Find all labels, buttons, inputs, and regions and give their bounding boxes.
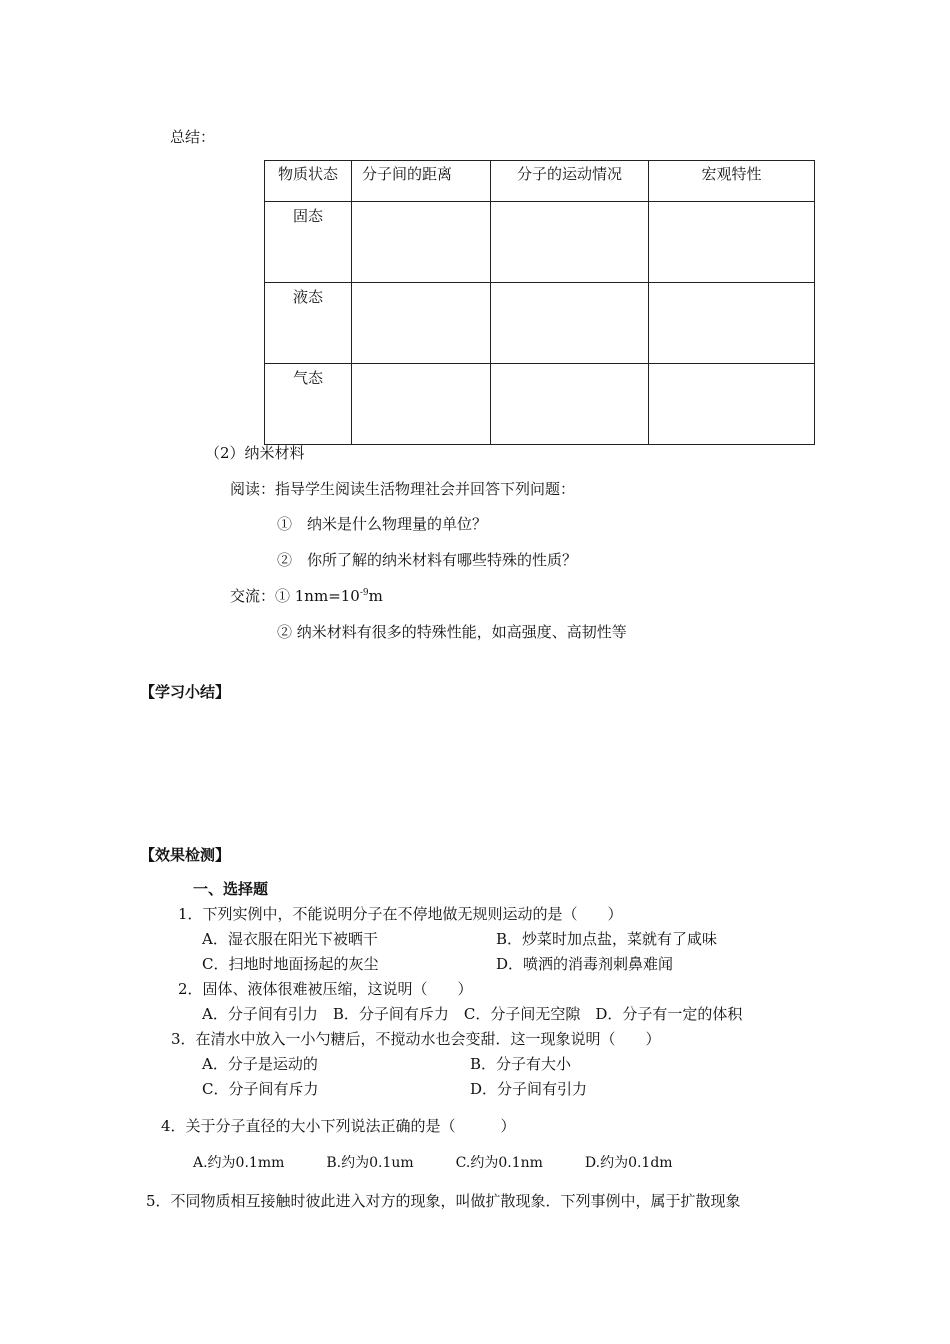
section-heading: 一、选择题 — [193, 880, 269, 898]
question-2-options: A．分子间有引力 B．分子间有斥力 C．分子间无空隙 D．分子有一定的体积 — [202, 1005, 743, 1023]
question-4-stem: 4．关于分子直径的大小下列说法正确的是（ ） — [161, 1117, 516, 1135]
question-1-option-d: D．喷洒的消毒剂刺鼻难闻 — [496, 955, 674, 973]
nano-question-1: ① 纳米是什么物理量的单位？ — [277, 515, 488, 533]
question-4-options: A.约为0.1mm B.约为0.1um C.约为0.1nm D.约为0.1dm — [193, 1155, 673, 1171]
question-3-option-d: D．分子间有引力 — [470, 1080, 588, 1098]
header-distance: 分子间的距离 — [352, 161, 491, 202]
table-cell — [649, 202, 815, 283]
table-header-row — [265, 161, 815, 202]
nano-heading: （2）纳米材料 — [205, 444, 305, 462]
study-summary-heading: 【学习小结】 — [140, 683, 231, 701]
nano-question-2: ② 你所了解的纳米材料有哪些特殊的性质？ — [277, 551, 578, 569]
exchange-prefix: 交流：① 1nm=10 — [230, 587, 360, 605]
summary-label: 总结： — [170, 128, 216, 146]
row-liquid-label: 液态 — [265, 283, 352, 364]
row-solid-label: 固态 — [265, 202, 352, 283]
question-3-option-b: B．分子有大小 — [470, 1055, 572, 1073]
question-1-option-b: B．炒菜时加点盐，菜就有了咸味 — [496, 930, 718, 948]
summary-table — [264, 160, 815, 445]
table-cell — [491, 202, 649, 283]
question-3-stem: 3．在清水中放入一小勺糖后，不搅动水也会变甜．这一现象说明（ ） — [171, 1030, 661, 1048]
effect-heading: 【效果检测】 — [140, 846, 231, 864]
table-row — [265, 202, 815, 283]
table-row — [265, 283, 815, 364]
question-1-stem: 1．下列实例中，不能说明分子在不停地做无规则运动的是（ ） — [178, 905, 623, 923]
exchange-suffix: m — [368, 587, 383, 605]
header-motion: 分子的运动情况 — [491, 161, 649, 202]
header-state: 物质状态 — [265, 161, 352, 202]
header-macro: 宏观特性 — [649, 161, 815, 202]
exchange-exponent: -9 — [359, 588, 369, 598]
table-cell — [491, 364, 649, 445]
table-cell — [649, 364, 815, 445]
table-cell — [491, 283, 649, 364]
nano-exchange-2: ② 纳米材料有很多的特殊性能，如高强度、高韧性等 — [277, 623, 627, 641]
row-gas-label: 气态 — [265, 364, 352, 445]
question-2-stem: 2．固体、液体很难被压缩，这说明（ ） — [178, 980, 473, 998]
question-3-option-a: A．分子是运动的 — [202, 1055, 318, 1073]
question-1-option-a: A．湿衣服在阳光下被晒干 — [202, 930, 378, 948]
question-5-stem: 5．不同物质相互接触时彼此进入对方的现象，叫做扩散现象．下列事例中，属于扩散现象 — [146, 1192, 741, 1210]
nano-exchange-1 — [230, 587, 383, 605]
nano-read-label: 阅读：指导学生阅读生活物理社会并回答下列问题： — [230, 480, 576, 498]
table-row — [265, 364, 815, 445]
question-1-option-c: C．扫地时地面扬起的灰尘 — [202, 955, 379, 973]
table-cell — [352, 364, 491, 445]
table-cell — [352, 283, 491, 364]
table-cell — [352, 202, 491, 283]
question-3-option-c: C．分子间有斥力 — [202, 1080, 319, 1098]
table-cell — [649, 283, 815, 364]
